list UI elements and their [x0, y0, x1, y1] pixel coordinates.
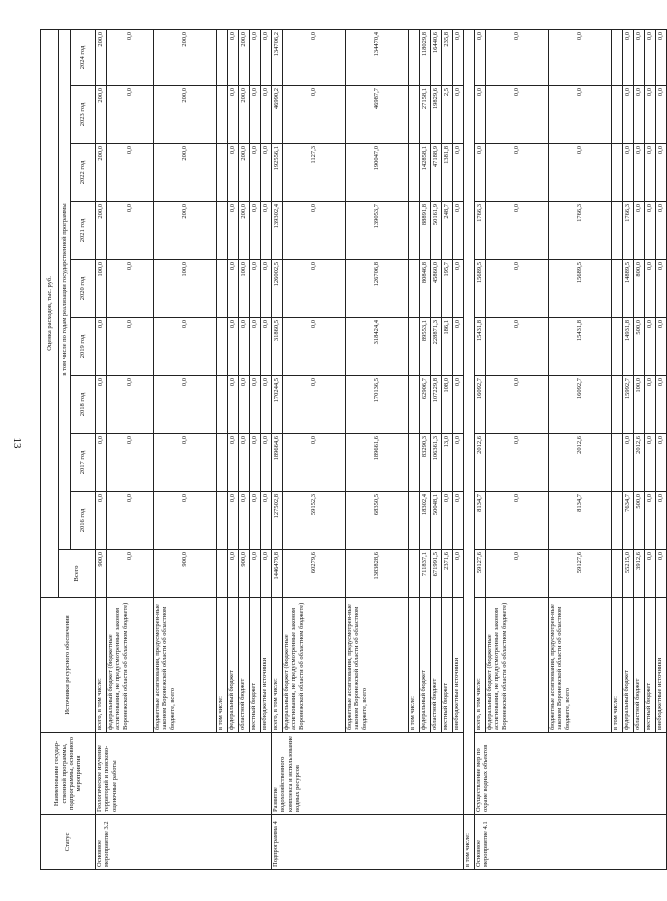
header-year: 2017 год [71, 434, 96, 492]
row-source: федеральный бюджет [623, 598, 634, 733]
cell-year-value [217, 144, 228, 202]
cell-year-value: 100,0 [634, 376, 645, 434]
cell-year-value: 100,0 [239, 260, 250, 318]
cell-year-value: 0,0 [486, 202, 549, 260]
cell-year-value: 0,0 [475, 144, 486, 202]
cell-year-value: 0,0 [228, 144, 239, 202]
cell-year-value: 0,0 [250, 144, 261, 202]
cell-year-value: 50161,9 [431, 202, 442, 260]
cell-year-value [409, 260, 420, 318]
cell-total: 0,0 [486, 550, 549, 598]
cell-year-value: 0,0 [645, 376, 656, 434]
cell-year-value: 0,0 [261, 144, 272, 202]
cell-year-value: 170136,5 [346, 376, 409, 434]
cell-total [612, 550, 623, 598]
row-status: Подпрограмма 4 [272, 815, 464, 870]
cell-year-value [409, 492, 420, 550]
cell-year-value: 0,0 [107, 86, 154, 144]
cell-year-value: 0,0 [107, 434, 154, 492]
cell-year-value: 0,0 [656, 492, 667, 550]
cell-year-value: 126002,5 [272, 260, 283, 318]
cell-year-value: 0,0 [107, 260, 154, 318]
cell-year-value: 0,0 [634, 202, 645, 260]
cell-year-value: 0,0 [453, 492, 464, 550]
cell-year-value: 0,0 [645, 260, 656, 318]
cell-year-value: 0,0 [453, 144, 464, 202]
cell-year-value: 0,0 [228, 29, 239, 85]
cell-year-value: 186,1 [442, 318, 453, 376]
cell-total: 0,0 [645, 550, 656, 598]
rotated-page [40, 30, 665, 870]
cell-total: 900,0 [154, 550, 217, 598]
row-source: областной бюджет [634, 598, 645, 733]
cell-year-value: 200,0 [154, 202, 217, 260]
cell-year-value: 19829,6 [431, 86, 442, 144]
row-name: Осуществление мер по охране водных объектов [475, 733, 667, 815]
cell-year-value: 0,0 [656, 260, 667, 318]
row-source: областной бюджет [239, 598, 250, 733]
cell-year-value: 235,8 [442, 29, 453, 85]
cell-year-value: 200,0 [239, 202, 250, 260]
cell-year-value: 0,0 [656, 144, 667, 202]
cell-year-value: 0,0 [96, 318, 107, 376]
cell-year-value: 2,5 [442, 86, 453, 144]
cell-year-value [217, 202, 228, 260]
cell-year-value: 0,0 [486, 318, 549, 376]
row-source: местный бюджет [442, 598, 453, 733]
cell-year-value: 7634,7 [623, 492, 634, 550]
row-source: местный бюджет [645, 598, 656, 733]
row-spacer [464, 29, 475, 814]
row-source: в том числе: [612, 598, 623, 733]
cell-year-value: 15431,8 [549, 318, 612, 376]
cell-year-value: 318424,4 [346, 318, 409, 376]
cell-year-value: 200,0 [154, 86, 217, 144]
cell-total: 3912,6 [634, 550, 645, 598]
table-row [272, 29, 283, 869]
cell-year-value: 0,0 [453, 29, 464, 85]
cell-year-value: 1766,3 [549, 202, 612, 260]
cell-year-value: 118029,8 [420, 29, 431, 85]
cell-year-value: 0,0 [453, 318, 464, 376]
cell-year-value: 100,0 [96, 260, 107, 318]
cell-year-value: 1127,3 [283, 144, 346, 202]
cell-year-value: 0,0 [228, 86, 239, 144]
cell-year-value: 2012,6 [549, 434, 612, 492]
cell-total: 60279,6 [283, 550, 346, 598]
cell-year-value [217, 376, 228, 434]
cell-year-value [409, 86, 420, 144]
header-source: Источники ресурсного обеспечения [41, 598, 96, 733]
cell-year-value: 0,0 [634, 29, 645, 85]
cell-year-value: 50048,1 [431, 492, 442, 550]
cell-year-value: 0,0 [283, 29, 346, 85]
cell-year-value: 88891,8 [420, 202, 431, 260]
cell-year-value: 0,0 [623, 86, 634, 144]
cell-year-value [217, 260, 228, 318]
cell-year-value: 0,0 [634, 86, 645, 144]
cell-year-value: 0,0 [107, 29, 154, 85]
cell-year-value: 0,0 [261, 86, 272, 144]
cell-year-value: 14889,5 [623, 260, 634, 318]
cell-year-value: 0,0 [623, 144, 634, 202]
cell-year-value: 0,0 [228, 202, 239, 260]
cell-year-value: 500,0 [634, 492, 645, 550]
cell-year-value: 139053,7 [346, 202, 409, 260]
cell-total: 0,0 [228, 550, 239, 598]
cell-year-value: 0,0 [656, 434, 667, 492]
cell-year-value: 0,0 [107, 318, 154, 376]
cell-year-value: 0,0 [645, 86, 656, 144]
cell-year-value: 170244,5 [272, 376, 283, 434]
header-year: 2020 год [71, 260, 96, 318]
cell-year-value: 0,0 [154, 318, 217, 376]
cell-year-value: 134706,2 [272, 29, 283, 85]
cell-year-value: 0,0 [656, 202, 667, 260]
cell-year-value: 0,0 [486, 434, 549, 492]
cell-year-value: 0,0 [261, 376, 272, 434]
cell-total: 711837,1 [420, 550, 431, 598]
cell-year-value: 0,0 [96, 376, 107, 434]
row-source: бюджетные ассигнования, предусмотрен-ные законом Воронежской области об областном бюджете, всего [549, 598, 612, 733]
cell-year-value [409, 29, 420, 85]
cell-year-value: 0,0 [645, 492, 656, 550]
cell-total: 671991,5 [431, 550, 442, 598]
cell-year-value: 142858,1 [420, 144, 431, 202]
cell-year-value: 0,0 [228, 434, 239, 492]
cell-year-value: 15689,5 [549, 260, 612, 318]
cell-year-value: 0,0 [261, 260, 272, 318]
cell-total: 1383828,6 [346, 550, 409, 598]
cell-year-value: 200,0 [96, 29, 107, 85]
cell-year-value: 0,0 [623, 434, 634, 492]
cell-year-value: 46990,2 [272, 86, 283, 144]
cell-year-value: 0,0 [228, 260, 239, 318]
cell-year-value: 200,0 [96, 202, 107, 260]
cell-year-value: 27158,1 [420, 86, 431, 144]
cell-year-value: 0,0 [453, 86, 464, 144]
cell-year-value: 16440,6 [431, 29, 442, 85]
row-source: местный бюджет [250, 598, 261, 733]
cell-year-value: 8134,7 [475, 492, 486, 550]
row-source: всего, в том числе: [96, 598, 107, 733]
cell-year-value: 0,0 [228, 318, 239, 376]
cell-year-value: 2012,6 [634, 434, 645, 492]
cell-total: 0,0 [261, 550, 272, 598]
cell-year-value [612, 260, 623, 318]
cell-year-value: 0,0 [442, 492, 453, 550]
cell-year-value: 0,0 [261, 318, 272, 376]
table-row [475, 29, 486, 869]
cell-year-value [409, 318, 420, 376]
cell-year-value: 134470,4 [346, 29, 409, 85]
cell-year-value [409, 376, 420, 434]
cell-year-value: 0,0 [261, 434, 272, 492]
cell-total: 59127,6 [549, 550, 612, 598]
row-source: всего, в том числе: [475, 598, 486, 733]
cell-year-value: 0,0 [486, 86, 549, 144]
row-source: федеральный бюджет [420, 598, 431, 733]
cell-year-value: 2012,6 [475, 434, 486, 492]
cell-year-value: 100,0 [154, 260, 217, 318]
cell-year-value: 0,0 [486, 376, 549, 434]
cell-year-value: 0,0 [250, 434, 261, 492]
cell-year-value: 0,0 [250, 492, 261, 550]
cell-year-value: 46987,7 [346, 86, 409, 144]
cell-year-value [217, 86, 228, 144]
table-row [464, 29, 475, 869]
cell-year-value: 800,0 [634, 260, 645, 318]
row-status: Основное мероприятие 4.1 [475, 815, 667, 870]
header-year: 2019 год [71, 318, 96, 376]
cell-year-value: 89553,1 [420, 318, 431, 376]
cell-year-value: 0,0 [96, 434, 107, 492]
cell-year-value: 0,0 [250, 260, 261, 318]
cell-year-value: 0,0 [656, 318, 667, 376]
cell-year-value: 0,0 [250, 29, 261, 85]
row-status: Основное мероприятие 3.2 [96, 815, 272, 870]
cell-year-value: 108,0 [442, 376, 453, 434]
cell-total: 0,0 [453, 550, 464, 598]
table-row [96, 29, 107, 869]
cell-total [217, 550, 228, 598]
cell-year-value: 0,0 [228, 492, 239, 550]
row-source: всего, в том числе: [272, 598, 283, 733]
cell-year-value [612, 434, 623, 492]
cell-year-value: 248,7 [442, 202, 453, 260]
cell-year-value: 0,0 [453, 376, 464, 434]
cell-total: 1446479,8 [272, 550, 283, 598]
row-status: в том числе: [464, 815, 475, 870]
cell-total: 0,0 [107, 550, 154, 598]
cell-year-value: 0,0 [656, 86, 667, 144]
cell-year-value: 0,0 [453, 202, 464, 260]
header-year: 2022 год [71, 144, 96, 202]
cell-year-value: 18302,4 [420, 492, 431, 550]
cell-year-value: 0,0 [283, 434, 346, 492]
cell-total: 0,0 [656, 550, 667, 598]
cell-year-value: 200,0 [239, 29, 250, 85]
cell-year-value: 0,0 [107, 144, 154, 202]
cell-year-value: 8134,7 [549, 492, 612, 550]
cell-year-value: 0,0 [283, 202, 346, 260]
cell-year-value: 0,0 [645, 202, 656, 260]
cell-year-value: 0,0 [283, 86, 346, 144]
cell-year-value: 200,0 [96, 86, 107, 144]
cell-year-value [217, 29, 228, 85]
cell-year-value: 0,0 [486, 260, 549, 318]
row-source: в том числе: [409, 598, 420, 733]
cell-total: 900,0 [239, 550, 250, 598]
cell-year-value [409, 144, 420, 202]
row-source: бюджетные ассигнования, предусмотрен-ные законом Воронежской области об областном бюджете, всего [154, 598, 217, 733]
row-source: внебюджетные источники [261, 598, 272, 733]
cell-year-value: 126706,8 [346, 260, 409, 318]
cell-year-value: 0,0 [250, 318, 261, 376]
cell-year-value: 0,0 [623, 29, 634, 85]
cell-year-value: 0,0 [453, 434, 464, 492]
cell-year-value: 16092,7 [549, 376, 612, 434]
cell-year-value: 0,0 [486, 29, 549, 85]
cell-year-value: 0,0 [107, 376, 154, 434]
cell-year-value: 0,0 [250, 86, 261, 144]
cell-year-value: 0,0 [475, 86, 486, 144]
cell-year-value: 0,0 [283, 376, 346, 434]
cell-year-value: 16092,7 [475, 376, 486, 434]
cell-year-value: 0,0 [486, 492, 549, 550]
row-source: бюджетные ассигнования, предусмотрен-ные законом Воронежской области об областном бюджете, всего [346, 598, 409, 733]
cell-year-value: 0,0 [634, 144, 645, 202]
cell-year-value [217, 492, 228, 550]
cell-total: 0,0 [250, 550, 261, 598]
table-body [96, 29, 667, 869]
cell-year-value: 0,0 [261, 29, 272, 85]
header-total: Всего [59, 550, 96, 598]
cell-year-value: 0,0 [486, 144, 549, 202]
budget-table [40, 29, 667, 870]
cell-year-value: 0,0 [283, 260, 346, 318]
cell-year-value: 0,0 [453, 260, 464, 318]
header-name: Наименование государ-ственной программы, подпрограммы, основного мероприятия [41, 733, 96, 815]
cell-total [409, 550, 420, 598]
cell-total: 900,0 [96, 550, 107, 598]
row-name: Развитие водохозяйственного комплекса и использование водных ресурсов [272, 733, 464, 815]
cell-year-value: 192556,1 [272, 144, 283, 202]
cell-year-value: 200,0 [154, 144, 217, 202]
cell-year-value: 62906,7 [420, 376, 431, 434]
cell-year-value: 190047,0 [346, 144, 409, 202]
header-status: Статус [41, 815, 96, 870]
cell-year-value: 1766,3 [475, 202, 486, 260]
header-estimate: Оценка расходов, тыс. руб. [41, 29, 59, 597]
cell-year-value [612, 376, 623, 434]
row-source: федеральный бюджет (бюджетные ассигнования, не предусмотренные законом Воронежской области об областном бюджете) [107, 598, 154, 733]
cell-year-value: 68350,5 [346, 492, 409, 550]
row-name: Геологическое изучение территорий и поисково-оценочные работы [96, 733, 272, 815]
cell-year-value: 31860,5 [272, 318, 283, 376]
cell-year-value: 0,0 [656, 29, 667, 85]
cell-year-value: 200,0 [239, 144, 250, 202]
cell-year-value: 59152,3 [283, 492, 346, 550]
header-year: 2018 год [71, 376, 96, 434]
cell-year-value: 0,0 [154, 376, 217, 434]
cell-year-value: 0,0 [645, 29, 656, 85]
row-source: областной бюджет [431, 598, 442, 733]
cell-year-value: 189664,6 [272, 434, 283, 492]
cell-year-value: 13,0 [442, 434, 453, 492]
cell-year-value: 0,0 [239, 492, 250, 550]
cell-year-value: 0,0 [239, 434, 250, 492]
cell-total: 2371,6 [442, 550, 453, 598]
cell-year-value: 0,0 [96, 492, 107, 550]
cell-year-value: 0,0 [549, 29, 612, 85]
cell-year-value [612, 318, 623, 376]
cell-year-value [612, 202, 623, 260]
cell-year-value: 15431,8 [475, 318, 486, 376]
cell-year-value: 107229,8 [431, 376, 442, 434]
cell-year-value: 0,0 [250, 376, 261, 434]
cell-year-value: 0,0 [250, 202, 261, 260]
cell-year-value: 106361,3 [431, 434, 442, 492]
cell-year-value [409, 434, 420, 492]
cell-year-value: 500,0 [634, 318, 645, 376]
cell-year-value: 15992,7 [623, 376, 634, 434]
cell-total: 59127,6 [475, 550, 486, 598]
row-source: в том числе: [217, 598, 228, 733]
cell-year-value: 0,0 [283, 318, 346, 376]
cell-year-value: 127502,8 [272, 492, 283, 550]
cell-year-value: 0,0 [261, 492, 272, 550]
row-source: внебюджетные источники [453, 598, 464, 733]
cell-year-value: 228871,3 [431, 318, 442, 376]
row-source: федеральный бюджет (бюджетные ассигнования, не предусмотренные законом Воронежской области об областном бюджете) [486, 598, 549, 733]
cell-year-value: 83290,3 [420, 434, 431, 492]
cell-year-value: 1381,8 [442, 144, 453, 202]
cell-year-value: 195,7 [442, 260, 453, 318]
cell-year-value: 45860,0 [431, 260, 442, 318]
cell-year-value: 200,0 [154, 29, 217, 85]
cell-year-value: 0,0 [154, 434, 217, 492]
header-year: 2023 год [71, 86, 96, 144]
cell-year-value [217, 318, 228, 376]
page-number: 13 [11, 437, 23, 449]
cell-year-value: 0,0 [239, 318, 250, 376]
cell-year-value: 0,0 [475, 29, 486, 85]
cell-year-value [217, 434, 228, 492]
cell-year-value: 0,0 [228, 376, 239, 434]
cell-year-value: 0,0 [107, 492, 154, 550]
cell-year-value: 15689,5 [475, 260, 486, 318]
cell-year-value: 0,0 [549, 86, 612, 144]
cell-total: 55215,0 [623, 550, 634, 598]
cell-year-value: 0,0 [107, 202, 154, 260]
row-source: федеральный бюджет (бюджетные ассигнования, не предусмотренные законом Воронежской области об областном бюджете) [283, 598, 346, 733]
cell-year-value: 189661,6 [346, 434, 409, 492]
cell-year-value: 0,0 [645, 434, 656, 492]
cell-year-value: 1766,3 [623, 202, 634, 260]
cell-year-value: 139302,4 [272, 202, 283, 260]
cell-year-value [612, 86, 623, 144]
cell-year-value: 47188,9 [431, 144, 442, 202]
row-source: внебюджетные источники [656, 598, 667, 733]
cell-year-value: 0,0 [261, 202, 272, 260]
cell-year-value: 0,0 [239, 376, 250, 434]
cell-year-value: 0,0 [154, 492, 217, 550]
cell-year-value [612, 29, 623, 85]
cell-year-value: 80846,8 [420, 260, 431, 318]
cell-year-value: 14931,8 [623, 318, 634, 376]
cell-year-value [612, 144, 623, 202]
cell-year-value: 0,0 [656, 376, 667, 434]
header-in-years: в том числе по годам реализации государственной программы [59, 29, 71, 549]
cell-year-value: 200,0 [239, 86, 250, 144]
header-year: 2016 год [71, 492, 96, 550]
header-year: 2021 год [71, 202, 96, 260]
cell-year-value [612, 492, 623, 550]
cell-year-value: 200,0 [96, 144, 107, 202]
cell-year-value [409, 202, 420, 260]
cell-year-value: 0,0 [645, 144, 656, 202]
row-source: федеральный бюджет [228, 598, 239, 733]
cell-year-value: 0,0 [645, 318, 656, 376]
header-year: 2024 год [71, 29, 96, 85]
cell-year-value: 0,0 [549, 144, 612, 202]
